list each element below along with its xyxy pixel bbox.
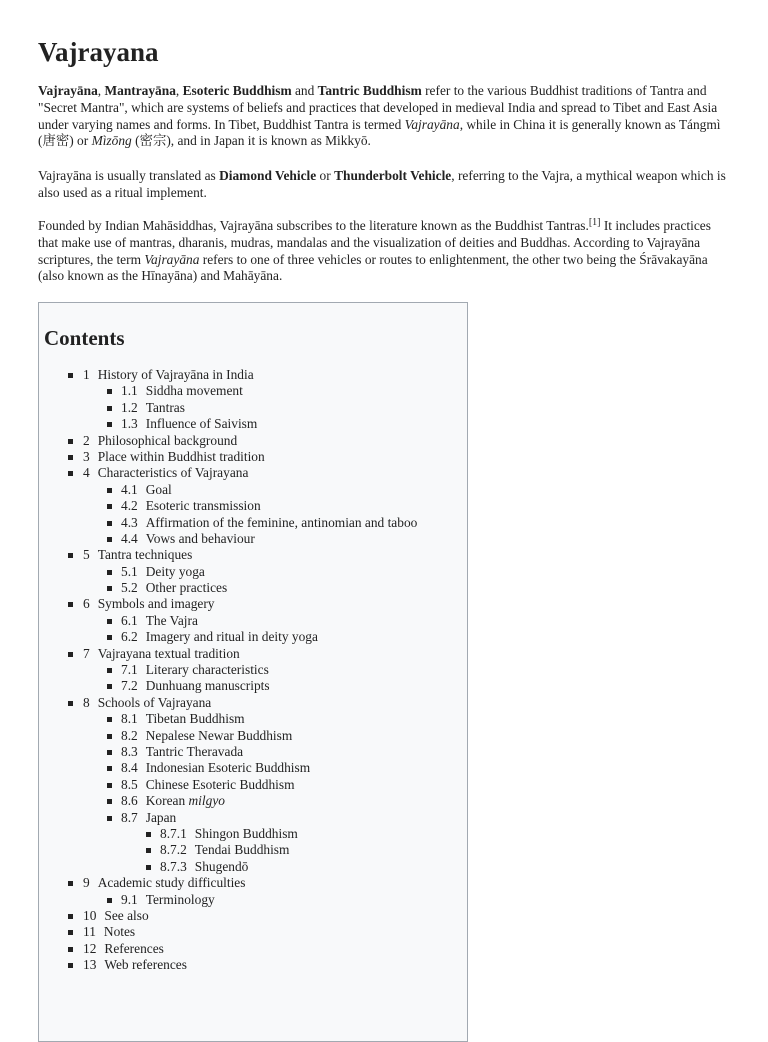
toc-link[interactable] bbox=[83, 875, 245, 891]
toc-link[interactable] bbox=[121, 810, 176, 826]
toc-link[interactable] bbox=[121, 564, 205, 580]
bullet-icon bbox=[107, 816, 112, 821]
term-vajrayana: Vajrayāna bbox=[38, 83, 98, 98]
toc-number: 5.2 bbox=[121, 580, 138, 596]
toc-text: Siddha movement bbox=[145, 383, 243, 399]
toc-link[interactable] bbox=[160, 842, 289, 858]
bullet-icon bbox=[68, 455, 73, 460]
bullet-icon bbox=[107, 684, 112, 689]
toc-item[interactable] bbox=[39, 711, 467, 727]
bullet-icon bbox=[68, 471, 73, 476]
toc-number: 9 bbox=[83, 875, 90, 891]
toc-number: 8 bbox=[83, 694, 90, 710]
toc-link[interactable] bbox=[83, 908, 149, 924]
toc-text: Place within Buddhist tradition bbox=[97, 448, 265, 464]
term-diamond-vehicle: Diamond Vehicle bbox=[219, 168, 317, 183]
bullet-icon bbox=[107, 422, 112, 427]
toc-number: 8.7.3 bbox=[160, 858, 187, 874]
toc-number: 6.1 bbox=[121, 612, 138, 628]
toc-number: 13 bbox=[83, 957, 97, 973]
bullet-icon bbox=[68, 652, 73, 657]
toc-text: Esoteric transmission bbox=[145, 498, 261, 514]
toc-text: Deity yoga bbox=[145, 563, 205, 579]
founding-paragraph: Founded by Indian Mahāsiddhas, Vajrayāna subscribes to the literature known as the Buddhist Tantras.[1] It includes practices that make use of mantras, dharanis, mudras, mandalas and the visualization of deities and Buddhas. According to Vajrayāna scriptures, the term Vajrayāna refers to one of three vehicles or routes to enlightenment, the other two being the Śrāvakayāna (also known as the Hīnayāna) and Mahāyāna. bbox=[38, 217, 711, 284]
bullet-icon bbox=[107, 750, 112, 755]
bullet-icon bbox=[68, 602, 73, 607]
toc-link[interactable] bbox=[83, 941, 164, 957]
toc-link[interactable] bbox=[83, 449, 265, 465]
bullet-icon bbox=[68, 439, 73, 444]
toc-item[interactable] bbox=[39, 564, 467, 580]
toc-text: Goal bbox=[145, 481, 172, 497]
bullet-icon bbox=[68, 914, 73, 919]
toc-number: 11 bbox=[83, 924, 96, 940]
toc-item[interactable] bbox=[39, 482, 467, 498]
toc-link[interactable] bbox=[83, 957, 187, 973]
bullet-icon bbox=[107, 635, 112, 640]
toc-item[interactable] bbox=[39, 777, 467, 793]
bullet-icon bbox=[68, 701, 73, 706]
toc-text: Characteristics of Vajrayana bbox=[97, 465, 249, 481]
toc-item[interactable] bbox=[39, 793, 467, 809]
toc-number: 12 bbox=[83, 940, 97, 956]
bullet-icon bbox=[107, 619, 112, 624]
toc-item[interactable] bbox=[39, 449, 467, 465]
translation-paragraph: Vajrayāna is usually translated as Diamond Vehicle or Thunderbolt Vehicle, referring to the Vajra, a mythical weapon which is also used as a ritual implement. bbox=[38, 168, 726, 200]
toc-link[interactable] bbox=[121, 662, 269, 678]
toc-text: Notes bbox=[103, 924, 136, 940]
toc-number: 7.1 bbox=[121, 662, 138, 678]
toc-number: 8.5 bbox=[121, 776, 138, 792]
toc-text: Vajrayana textual tradition bbox=[97, 645, 240, 661]
toc-link[interactable] bbox=[121, 744, 243, 760]
toc-number: 8.7 bbox=[121, 809, 138, 825]
bullet-icon bbox=[107, 668, 112, 673]
toc-item[interactable] bbox=[39, 941, 467, 957]
toc-number: 8.7.2 bbox=[160, 842, 187, 858]
toc-link[interactable] bbox=[121, 515, 417, 531]
toc-text: The Vajra bbox=[145, 612, 198, 628]
toc-link[interactable] bbox=[121, 613, 198, 629]
toc-number: 10 bbox=[83, 907, 97, 923]
toc-number: 8.4 bbox=[121, 760, 138, 776]
toc-number: 4.2 bbox=[121, 498, 138, 514]
toc-text: Korean bbox=[145, 793, 189, 809]
toc-link[interactable] bbox=[121, 383, 243, 399]
toc-number: 8.1 bbox=[121, 711, 138, 727]
toc-text: Tantric Theravada bbox=[145, 743, 244, 759]
toc-number: 1.2 bbox=[121, 399, 138, 415]
toc-text: Influence of Saivism bbox=[145, 416, 258, 432]
bullet-icon bbox=[68, 947, 73, 952]
bullet-icon bbox=[107, 488, 112, 493]
toc-link[interactable] bbox=[121, 892, 215, 908]
toc-text: Other practices bbox=[145, 580, 228, 596]
toc-link[interactable] bbox=[160, 826, 298, 842]
bullet-icon bbox=[107, 521, 112, 526]
toc-number: 4.1 bbox=[121, 481, 138, 497]
toc-number: 8.7.1 bbox=[160, 825, 187, 841]
toc-text: Philosophical background bbox=[97, 432, 238, 448]
toc-text: Japan bbox=[145, 809, 177, 825]
toc-link[interactable] bbox=[83, 646, 240, 662]
toc-item[interactable] bbox=[39, 465, 467, 481]
toc-number: 2 bbox=[83, 432, 90, 448]
toc-link[interactable] bbox=[121, 629, 318, 645]
bullet-icon bbox=[107, 717, 112, 722]
toc-text: Nepalese Newar Buddhism bbox=[145, 727, 293, 743]
toc-link[interactable] bbox=[121, 728, 292, 744]
toc-text: Schools of Vajrayana bbox=[97, 694, 212, 710]
toc-item[interactable] bbox=[39, 596, 467, 612]
toc-item[interactable] bbox=[39, 678, 467, 694]
toc-item[interactable] bbox=[39, 498, 467, 514]
toc-item[interactable] bbox=[39, 416, 467, 432]
toc-item[interactable] bbox=[39, 383, 467, 399]
toc-link[interactable] bbox=[121, 678, 270, 694]
toc-number: 8.3 bbox=[121, 743, 138, 759]
toc-link[interactable] bbox=[83, 367, 254, 383]
toc-item[interactable] bbox=[39, 859, 467, 875]
toc-item[interactable] bbox=[39, 433, 467, 449]
bullet-icon bbox=[107, 586, 112, 591]
toc-text: Shugendō bbox=[194, 858, 249, 874]
toc-item[interactable] bbox=[39, 760, 467, 776]
toc-item[interactable] bbox=[39, 629, 467, 645]
bullet-icon bbox=[107, 734, 112, 739]
toc-item[interactable] bbox=[39, 908, 467, 924]
toc-text: Literary characteristics bbox=[145, 662, 269, 678]
bullet-icon bbox=[68, 373, 73, 378]
toc-item[interactable] bbox=[39, 744, 467, 760]
toc-text: Tibetan Buddhism bbox=[145, 711, 245, 727]
toc-item[interactable] bbox=[39, 646, 467, 662]
toc-number: 9.1 bbox=[121, 891, 138, 907]
table-of-contents bbox=[38, 302, 468, 1042]
bullet-icon bbox=[107, 570, 112, 575]
toc-number: 6 bbox=[83, 596, 90, 612]
toc-text: References bbox=[104, 940, 164, 956]
toc-text: Symbols and imagery bbox=[97, 596, 215, 612]
toc-link[interactable] bbox=[121, 777, 295, 793]
toc-text: Tantras bbox=[145, 399, 185, 415]
toc-item[interactable] bbox=[39, 531, 467, 547]
bullet-icon bbox=[107, 504, 112, 509]
toc-number: 8.2 bbox=[121, 727, 138, 743]
bullet-icon bbox=[107, 799, 112, 804]
toc-number: 5 bbox=[83, 547, 90, 563]
intro-paragraph: Vajrayāna, Mantrayāna, Esoteric Buddhism and Tantric Buddhism refer to the various Buddhist traditions of Tantra and "Secret Mantra", which are systems of beliefs and practices that developed in medieval India and spread to Tibet and East Asia under varying names and forms. In Tibet, Buddhist Tantra is termed Vajrayāna, while in China it is generally known as Tángmì (唐密) or Mìzōng (密宗), and in Japan it is known as Mikkyō. bbox=[38, 83, 721, 149]
toc-number: 1.3 bbox=[121, 416, 138, 432]
toc-item[interactable] bbox=[39, 810, 467, 826]
toc-text: Academic study difficulties bbox=[97, 875, 246, 891]
term-esoteric-buddhism: Esoteric Buddhism bbox=[182, 83, 292, 98]
toc-link[interactable] bbox=[83, 596, 215, 612]
toc-link[interactable] bbox=[121, 760, 310, 776]
toc-link[interactable] bbox=[121, 793, 225, 809]
toc-number: 4.4 bbox=[121, 530, 138, 546]
toc-link[interactable] bbox=[121, 482, 172, 498]
toc-list bbox=[39, 367, 467, 973]
toc-number: 7.2 bbox=[121, 678, 138, 694]
toc-item[interactable] bbox=[39, 842, 467, 858]
toc-item[interactable] bbox=[39, 515, 467, 531]
bullet-icon bbox=[107, 406, 112, 411]
toc-number: 4 bbox=[83, 465, 90, 481]
bullet-icon bbox=[107, 389, 112, 394]
toc-text: History of Vajrayāna in India bbox=[97, 367, 254, 382]
toc-item[interactable] bbox=[39, 924, 467, 940]
toc-text: Vows and behaviour bbox=[145, 530, 255, 546]
bullet-icon bbox=[107, 783, 112, 788]
toc-item[interactable] bbox=[39, 662, 467, 678]
bullet-icon bbox=[107, 766, 112, 771]
toc-link[interactable] bbox=[83, 547, 192, 563]
toc-link[interactable] bbox=[121, 531, 255, 547]
toc-link[interactable] bbox=[121, 416, 257, 432]
toc-number: 5.1 bbox=[121, 563, 138, 579]
toc-item[interactable] bbox=[39, 826, 467, 842]
toc-text: Imagery and ritual in deity yoga bbox=[145, 629, 318, 645]
toc-link[interactable] bbox=[83, 924, 135, 940]
bullet-icon bbox=[68, 930, 73, 935]
toc-text: See also bbox=[104, 907, 149, 923]
toc-text: Dunhuang manuscripts bbox=[145, 678, 270, 694]
toc-text: Tendai Buddhism bbox=[194, 842, 290, 858]
toc-text: Web references bbox=[104, 957, 187, 973]
toc-link[interactable] bbox=[121, 580, 227, 596]
reference-link[interactable]: [1] bbox=[588, 217, 601, 228]
bullet-icon bbox=[68, 963, 73, 968]
bullet-icon bbox=[146, 865, 151, 870]
toc-title: Contents bbox=[44, 326, 125, 350]
toc-number: 6.2 bbox=[121, 629, 138, 645]
toc-link[interactable] bbox=[121, 400, 185, 416]
toc-number: 4.3 bbox=[121, 514, 138, 530]
bullet-icon bbox=[146, 848, 151, 853]
bullet-icon bbox=[107, 537, 112, 542]
toc-number: 3 bbox=[83, 448, 90, 464]
toc-item[interactable] bbox=[39, 728, 467, 744]
toc-text: Indonesian Esoteric Buddhism bbox=[145, 760, 311, 776]
toc-link[interactable] bbox=[121, 498, 261, 514]
toc-number: 7 bbox=[83, 645, 90, 661]
bullet-icon bbox=[68, 553, 73, 558]
toc-item[interactable] bbox=[39, 613, 467, 629]
bullet-icon bbox=[68, 881, 73, 886]
bullet-icon bbox=[107, 898, 112, 903]
term-mantrayana: Mantrayāna bbox=[104, 83, 176, 98]
toc-item[interactable] bbox=[39, 892, 467, 908]
toc-text: Tantra techniques bbox=[97, 547, 193, 563]
toc-text: Affirmation of the feminine, antinomian and taboo bbox=[145, 514, 418, 530]
toc-link[interactable] bbox=[83, 695, 211, 711]
toc-number: 1.1 bbox=[121, 383, 138, 399]
toc-item[interactable] bbox=[39, 875, 467, 891]
toc-number: 8.6 bbox=[121, 793, 138, 809]
toc-text: Shingon Buddhism bbox=[194, 825, 298, 841]
toc-link[interactable] bbox=[160, 859, 248, 875]
toc-text-italic: milgyo bbox=[188, 793, 225, 809]
toc-number: 1 bbox=[83, 367, 90, 382]
toc-text: Terminology bbox=[145, 891, 215, 907]
toc-item[interactable] bbox=[39, 400, 467, 416]
toc-link[interactable] bbox=[83, 465, 248, 481]
toc-text: Chinese Esoteric Buddhism bbox=[145, 776, 295, 792]
term-thunderbolt-vehicle: Thunderbolt Vehicle bbox=[334, 168, 452, 183]
toc-link[interactable] bbox=[121, 711, 245, 727]
page-title: Vajrayana bbox=[38, 37, 159, 67]
toc-item[interactable] bbox=[39, 695, 467, 711]
term-tantric-buddhism: Tantric Buddhism bbox=[317, 83, 422, 98]
bullet-icon bbox=[146, 832, 151, 837]
toc-item[interactable] bbox=[39, 547, 467, 563]
toc-item[interactable] bbox=[39, 367, 467, 383]
toc-link[interactable] bbox=[83, 433, 237, 449]
toc-item[interactable] bbox=[39, 957, 467, 973]
toc-item[interactable] bbox=[39, 580, 467, 596]
